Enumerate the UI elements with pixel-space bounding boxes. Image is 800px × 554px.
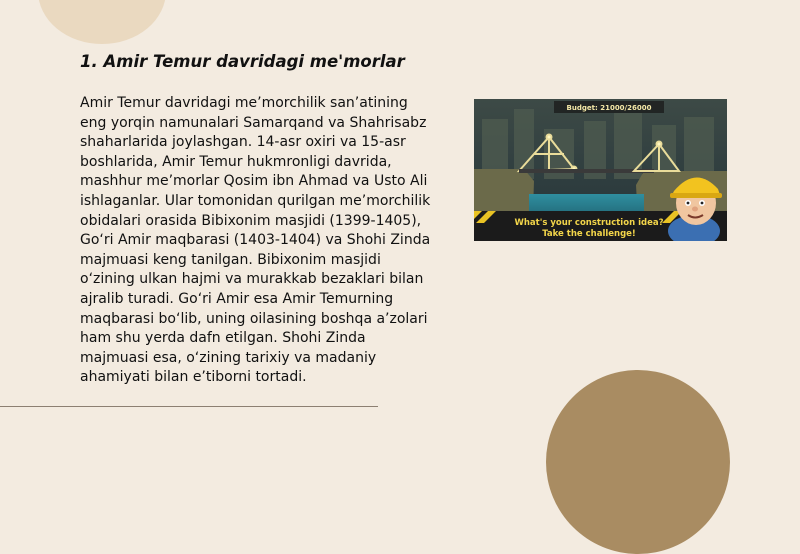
decorative-circle-bottom [546,370,730,554]
decorative-circle-top [38,0,166,44]
divider-line [0,406,378,407]
budget-text: Budget: 21000/26000 [566,104,652,112]
bridge-game-screenshot [474,99,727,241]
caption-line-2: Take the challenge! [542,229,636,239]
caption-line-1: What's your construction idea? [514,218,664,228]
slide-heading: 1. Amir Temur davridagi me'morlar [80,52,405,71]
slide-paragraph: Amir Temur davridagi me’morchilik san’atining eng yorqin namunalari Samarqand va Shahrisabz shaharlarida joylashgan. 14-asr oxiri va 15-asr boshlarida, Amir Temur hukmronligi davrida, mashhur me’morlar Qosim ibn Ahmad va Usto Ali ishlaganlar. Ular tomonidan qurilgan me’morchilik obidalari orasida Bibixonim masjidi (1399-1405), Go‘ri Amir maqbarasi (1403-1404) va Shohi Zinda majmuasi keng tanilgan. Bibixonim masjidi o‘zining ulkan hajmi va murakkab bezaklari bilan ajralib turadi. Go‘ri Amir esa Amir Temurning maqbarasi bo‘lib, uning oilasining boshqa a’zolari ham shu yerda dafn etilgan. Shohi Zinda majmuasi esa, o‘zining tarixiy va madaniy ahamiyati bilan e’tiborni tortadi. [80,95,431,386]
